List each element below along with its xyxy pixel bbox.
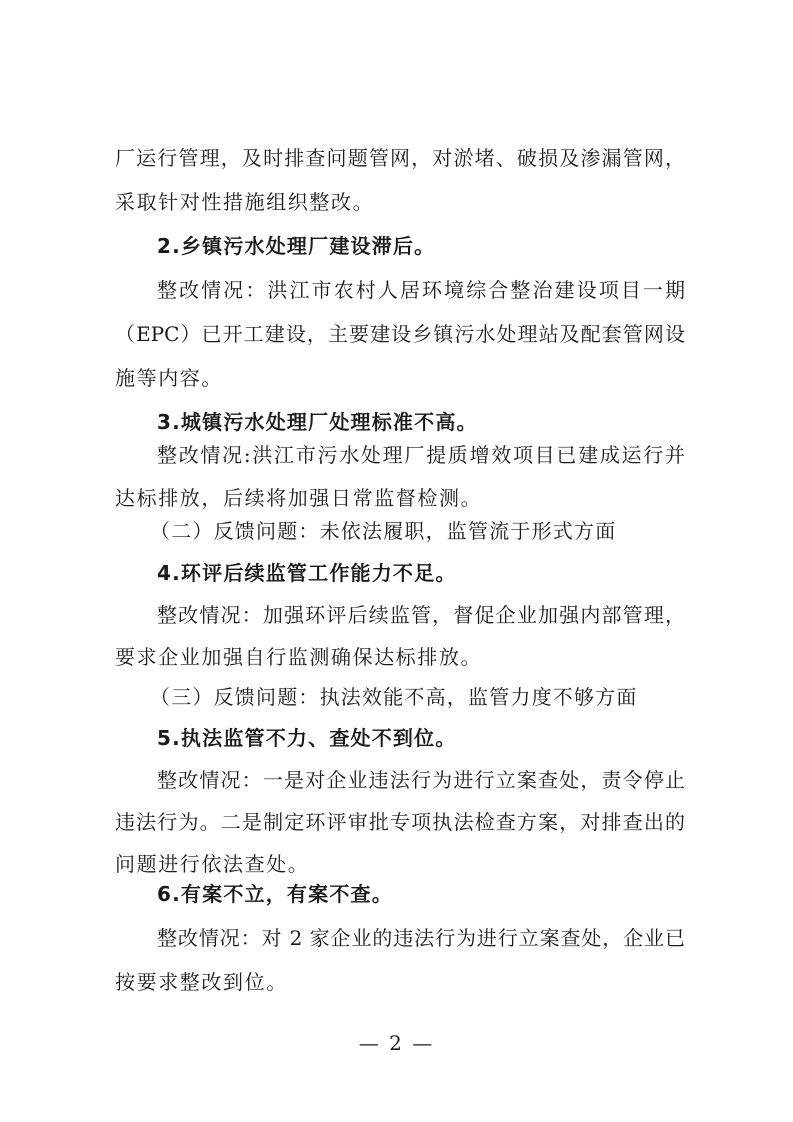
rectification-2-line-2: （EPC）已开工建设，主要建设乡镇污水处理站及配套管网设 xyxy=(115,322,685,346)
paragraph-continuation-line-1: 厂运行管理，及时排查问题管网，对淤堵、破损及渗漏管网， xyxy=(115,146,685,170)
rectification-4-line-1: 整改情况：加强环评后续监管，督促企业加强内部管理， xyxy=(157,603,685,627)
rectification-4-line-2: 要求企业加强自行监测确保达标排放。 xyxy=(115,645,483,669)
issue-heading-4: 4.环评后续监管工作能力不足。 xyxy=(157,561,457,585)
paragraph-continuation-line-2: 采取针对性措施组织整改。 xyxy=(115,190,375,214)
rectification-6-line-1: 整改情况：对 2 家企业的违法行为进行立案查处，企业已 xyxy=(157,926,685,950)
rectification-3-line-2: 达标排放，后续将加强日常监督检测。 xyxy=(115,486,483,510)
issue-heading-2: 2.乡镇污水处理厂建设滞后。 xyxy=(157,234,436,258)
feedback-section-heading-2: （二）反馈问题：未依法履职，监管流于形式方面 xyxy=(150,519,617,543)
rectification-2-line-1: 整改情况：洪江市农村人居环境综合整治建设项目一期 xyxy=(157,278,685,302)
rectification-3-line-1: 整改情况:洪江市污水处理厂提质增效项目已建成运行并 xyxy=(157,443,685,467)
rectification-6-line-2: 按要求整改到位。 xyxy=(115,970,288,994)
issue-heading-5: 5.执法监管不力、查处不到位。 xyxy=(157,726,457,750)
issue-heading-3: 3.城镇污水处理厂处理标准不高。 xyxy=(157,410,478,434)
rectification-2-line-3: 施等内容。 xyxy=(115,366,223,390)
rectification-5-line-1: 整改情况：一是对企业违法行为进行立案查处，责令停止 xyxy=(157,768,685,792)
page-number: — 2 — xyxy=(358,1031,435,1055)
rectification-5-line-3: 问题进行依法查处。 xyxy=(115,852,310,876)
rectification-5-line-2: 违法行为。二是制定环评审批专项执法检查方案，对排查出的 xyxy=(115,810,685,834)
issue-heading-6: 6.有案不立，有案不查。 xyxy=(157,882,393,906)
feedback-section-heading-3: （三）反馈问题：执法效能不高，监管力度不够方面 xyxy=(150,685,638,709)
